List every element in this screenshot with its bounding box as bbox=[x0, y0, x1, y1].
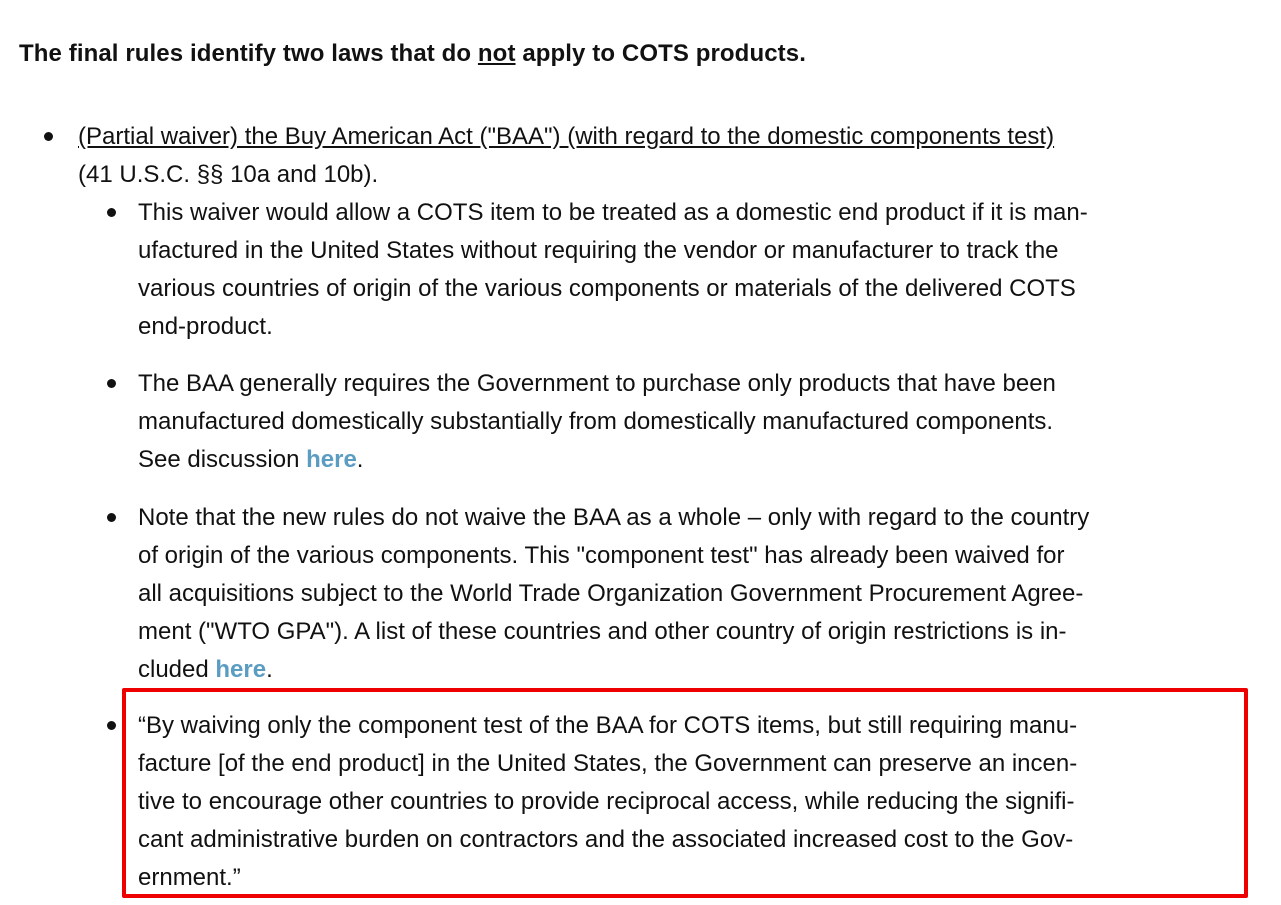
sub-item-baa-requirement bbox=[138, 365, 1253, 479]
sub3-line: ment ("WTO GPA"). A list of these countries and other country of origin restrictions is in- bbox=[138, 618, 1067, 645]
sub1-line: This waiver would allow a COTS item to be treated as a domestic end product if it is man- bbox=[138, 199, 1088, 226]
quote-line: “By waiving only the component test of the BAA for COTS items, but still requiring manu- bbox=[138, 712, 1078, 739]
quote-line: facture [of the end product] in the United States, the Government can preserve an incen- bbox=[138, 750, 1078, 777]
sub2-line: manufactured domestically substantially from domestically manufactured components. bbox=[138, 408, 1054, 435]
sub1-line: various countries of origin of the various components or materials of the delivered COTS bbox=[138, 275, 1076, 302]
bullet-sub-1 bbox=[107, 208, 116, 217]
sub2-suffix: . bbox=[356, 446, 364, 473]
quote-line: tive to encourage other countries to provide reciprocal access, while reducing the signifi- bbox=[138, 788, 1075, 815]
sub3-line: Note that the new rules do not waive the BAA as a whole – only with regard to the country bbox=[138, 504, 1090, 531]
countries-here-link[interactable]: here bbox=[215, 656, 267, 683]
sub3-line: all acquisitions subject to the World Trade Organization Government Procurement Agree- bbox=[138, 580, 1084, 607]
quote-line: cant administrative burden on contractors and the associated increased cost to the Gov- bbox=[138, 826, 1074, 853]
page-heading bbox=[19, 40, 806, 68]
bullet-sub-2 bbox=[107, 379, 116, 388]
sub3-last-line bbox=[138, 651, 1253, 689]
discussion-here-link[interactable]: here bbox=[306, 446, 357, 473]
heading-after: apply to COTS products. bbox=[515, 40, 806, 67]
sub3-suffix: . bbox=[266, 656, 273, 683]
bullet-sub-3 bbox=[107, 513, 116, 522]
list-item-baa bbox=[78, 118, 1268, 194]
sub1-line: end-product. bbox=[138, 313, 273, 340]
baa-citation: (41 U.S.C. §§ 10a and 10b). bbox=[78, 161, 379, 188]
bullet-item-1 bbox=[44, 132, 53, 141]
heading-before: The final rules identify two laws that do bbox=[19, 40, 478, 67]
sub2-prefix: See discussion bbox=[138, 446, 307, 473]
sub1-line: ufactured in the United States without requiring the vendor or manufacturer to track the bbox=[138, 237, 1059, 264]
sub-item-component-test bbox=[138, 499, 1253, 689]
sub3-line: of origin of the various components. This "component test" has already been waived for bbox=[138, 542, 1065, 569]
sub2-line: The BAA generally requires the Government to purchase only products that have been bbox=[138, 370, 1056, 397]
sub-item-quote bbox=[138, 707, 1238, 897]
baa-title-link[interactable]: (Partial waiver) the Buy American Act ("BAA") (with regard to the domestic components test) bbox=[78, 123, 1055, 150]
sub3-prefix: cluded bbox=[138, 656, 216, 683]
sub-item-waiver bbox=[138, 194, 1253, 346]
bullet-sub-4 bbox=[107, 721, 116, 730]
sub2-last-line bbox=[138, 441, 1253, 479]
quote-line: ernment.” bbox=[138, 864, 241, 891]
heading-emphasis: not bbox=[477, 40, 516, 67]
